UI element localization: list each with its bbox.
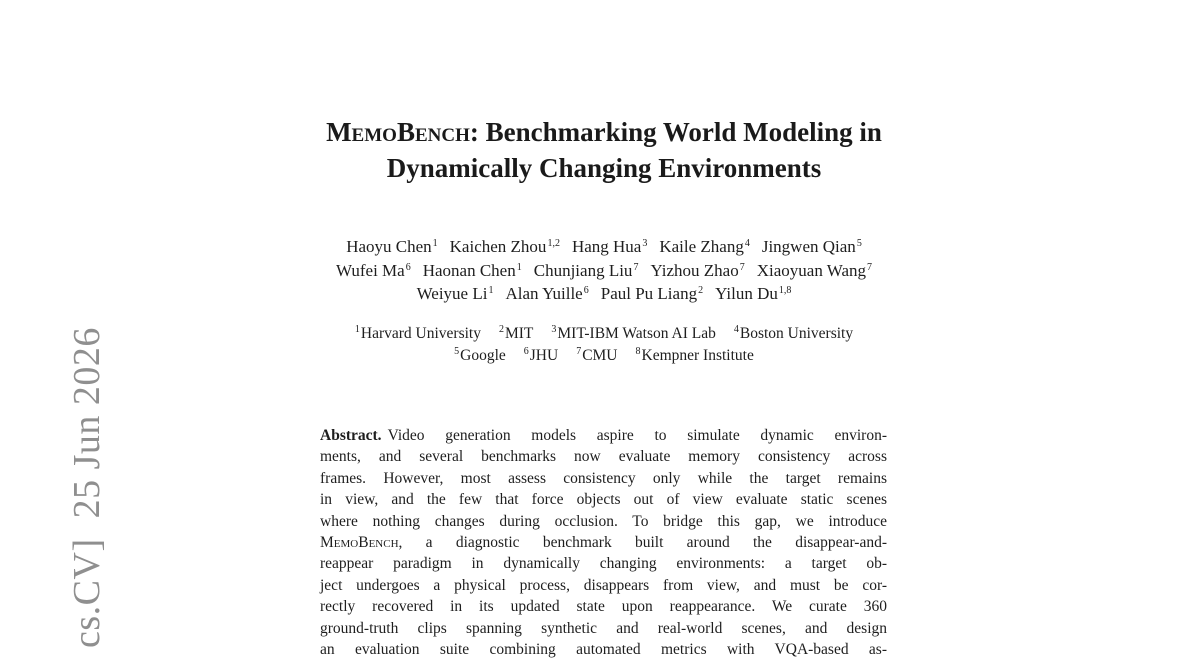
affiliation xyxy=(551,325,715,342)
affiliation-number: 4 xyxy=(733,324,739,335)
abstract-line-text: MemoBench, a diagnostic benchmark built around the disappear-and- xyxy=(320,534,887,552)
author-name xyxy=(450,237,560,256)
affiliation xyxy=(454,347,506,364)
affiliation xyxy=(734,325,853,342)
title-benchmark-name: MemoBench xyxy=(326,117,470,147)
abstract-line-text: rectly recovered in its updated state upon reappearance. We curate 360 xyxy=(320,598,887,616)
author-affiliation-marker: 1 xyxy=(432,238,438,249)
author-name xyxy=(601,284,703,303)
author-name-text: Kaichen Zhou xyxy=(449,237,547,256)
abstract-line-text: ground-truth clips spanning synthetic and real-world scenes, and design xyxy=(320,619,887,637)
affiliation-number: 1 xyxy=(354,324,360,335)
abstract-label: Abstract. xyxy=(320,427,382,444)
affiliation-name: Harvard University xyxy=(360,325,481,342)
author-name-text: Yizhou Zhao xyxy=(650,260,739,280)
affiliation-name: MIT-IBM Watson AI Lab xyxy=(557,325,716,342)
abstract-line xyxy=(320,511,887,532)
author-name-text: Jingwen Qian xyxy=(761,237,856,256)
author-name xyxy=(423,261,522,280)
affiliation-name: Boston University xyxy=(739,325,854,342)
author-affiliation-marker: 2 xyxy=(698,285,704,296)
author-name xyxy=(650,261,744,280)
author-affiliation-marker: 6 xyxy=(405,261,411,273)
author-name xyxy=(762,237,862,256)
author-row xyxy=(200,259,1008,283)
author-affiliation-marker: 4 xyxy=(744,238,750,249)
author-name-text: Xiaoyuan Wang xyxy=(756,260,866,280)
abstract-line-text: in view, and the few that force objects out of view evaluate static scenes xyxy=(320,491,887,509)
arxiv-date: 25 Jun 2026 xyxy=(66,327,108,519)
arxiv-category: cs.CV] xyxy=(66,538,108,648)
author-name-text: Wufei Ma xyxy=(336,260,405,280)
author-name xyxy=(572,237,647,256)
author-name xyxy=(336,261,411,280)
affiliation-name: MIT xyxy=(504,325,534,342)
abstract-line xyxy=(320,489,887,510)
arxiv-stamp xyxy=(68,307,106,648)
author-row xyxy=(200,235,1008,259)
author-affiliation-marker: 5 xyxy=(856,238,862,249)
abstract-line xyxy=(320,425,887,446)
author-name-text: Chunjiang Liu xyxy=(533,260,633,280)
author-name xyxy=(757,261,872,280)
abstract-line xyxy=(320,553,887,574)
abstract-line xyxy=(320,446,887,467)
abstract-line-text: frames. However, most assess consistency only while the target remains xyxy=(320,469,887,487)
affiliation-name: Kempner Institute xyxy=(641,347,754,364)
author-name xyxy=(659,237,750,256)
author-name xyxy=(715,284,791,303)
author-name xyxy=(505,284,588,303)
author-name-text: Haoyu Chen xyxy=(346,237,432,256)
author-affiliation-marker: 7 xyxy=(739,261,745,273)
author-affiliation-marker: 6 xyxy=(583,285,589,296)
abstract-line xyxy=(320,618,887,639)
abstract-line-text: Video generation models aspire to simulate dynamic environ- xyxy=(387,427,887,444)
affiliation-name: JHU xyxy=(529,347,559,364)
abstract-line-text: where nothing changes during occlusion. To bridge this gap, we introduce xyxy=(320,512,887,530)
abstract-line xyxy=(320,468,887,489)
abstract-line-text: reappear paradigm in dynamically changing environments: a target ob- xyxy=(320,555,887,573)
affiliation-row xyxy=(200,345,1008,367)
author-name xyxy=(417,284,494,303)
affiliation-name: CMU xyxy=(582,347,618,364)
affiliation-row xyxy=(200,323,1008,345)
abstract-line xyxy=(320,575,887,596)
author-affiliation-marker: 7 xyxy=(633,261,639,273)
affiliation-number: 3 xyxy=(551,324,557,335)
affiliation-number: 5 xyxy=(454,346,460,357)
abstract xyxy=(320,425,887,660)
abstract-benchmark-name: MemoBench xyxy=(320,534,399,552)
affiliation-name: Google xyxy=(460,347,506,364)
author-name-text: Paul Pu Liang xyxy=(600,284,698,303)
affiliation-number: 6 xyxy=(523,346,529,357)
abstract-line xyxy=(320,639,887,660)
author-affiliation-marker: 1 xyxy=(488,285,494,296)
author-name-text: Kaile Zhang xyxy=(659,237,744,256)
affiliation xyxy=(636,347,754,364)
title-line1-rest: : Benchmarking World Modeling in xyxy=(469,117,882,147)
affiliation-number: 7 xyxy=(576,346,582,357)
author-name-text: Haonan Chen xyxy=(422,260,516,280)
abstract-line-text: ject undergoes a physical process, disappears from view, and must be cor- xyxy=(320,576,887,594)
author-name-text: Alan Yuille xyxy=(505,284,583,303)
author-affiliation-marker: 1,2 xyxy=(547,238,560,249)
author-list xyxy=(200,235,1008,306)
author-name xyxy=(534,261,639,280)
affiliation xyxy=(576,347,617,364)
author-affiliation-marker: 3 xyxy=(642,238,648,249)
abstract-line xyxy=(320,596,887,617)
affiliation xyxy=(355,325,481,342)
author-name xyxy=(346,237,437,256)
affiliation-number: 8 xyxy=(635,346,641,357)
paper-title xyxy=(200,114,1008,186)
affiliation xyxy=(524,347,558,364)
author-affiliation-marker: 1 xyxy=(516,261,522,273)
affiliation-list xyxy=(200,323,1008,367)
affiliation xyxy=(499,325,533,342)
title-line2: Dynamically Changing Environments xyxy=(386,153,822,183)
author-affiliation-marker: 1,8 xyxy=(778,285,792,296)
abstract-line xyxy=(320,532,887,553)
abstract-line-text: ments, and several benchmarks now evaluate memory consistency across xyxy=(320,448,887,466)
abstract-line-text: an evaluation suite combining automated metrics with VQA-based as- xyxy=(320,641,887,659)
author-name-text: Weiyue Li xyxy=(416,284,488,303)
author-row xyxy=(200,282,1008,306)
affiliation-number: 2 xyxy=(498,324,504,335)
author-name-text: Yilun Du xyxy=(715,284,778,303)
author-affiliation-marker: 7 xyxy=(867,261,872,273)
author-name-text: Hang Hua xyxy=(571,237,642,256)
